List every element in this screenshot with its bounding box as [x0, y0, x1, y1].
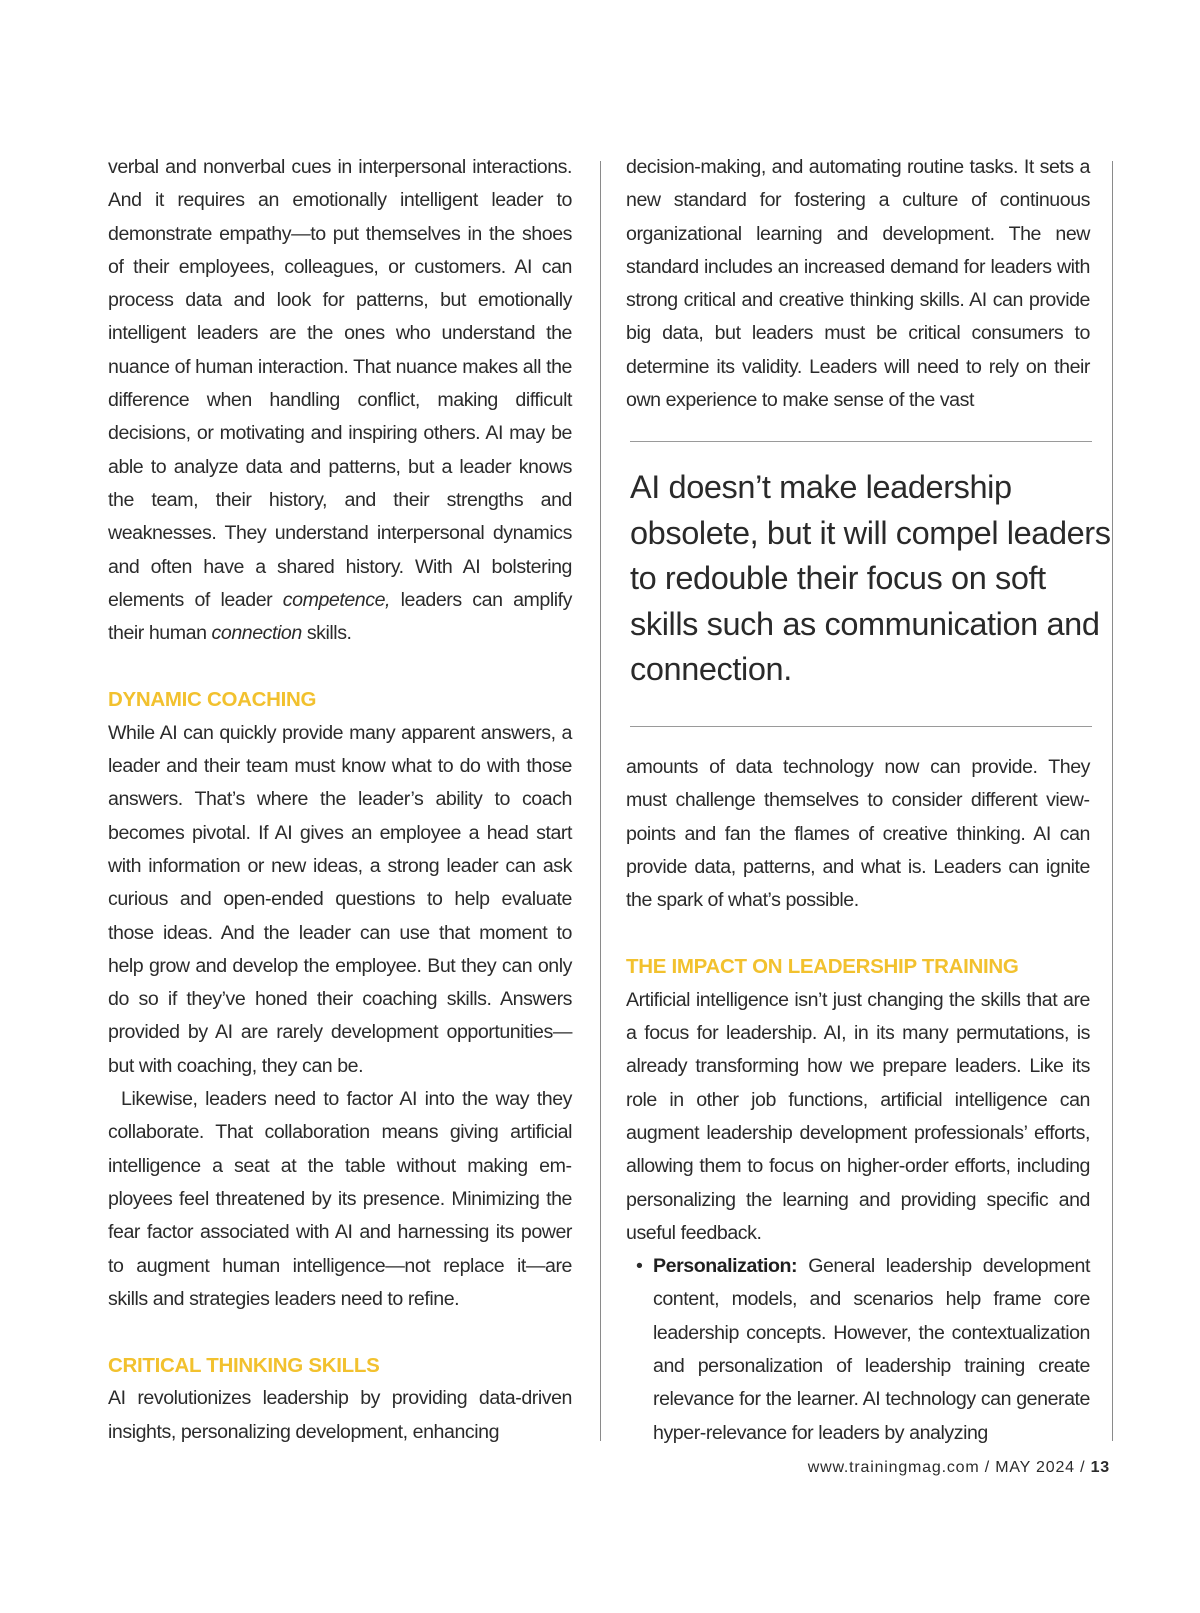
- body-paragraph: While AI can quickly provide many apparent answers, a leader and their team must know what to do with those answers. That’s where the leader’s ability to coach becomes pivotal. If AI gives an employee a head start with information or new ideas, a strong leader can ask curious and open-ended questions to help evaluate those ideas. And the leader can use that moment to help grow and develop the employee. But they can only do so if they’ve honed their coaching skills. Answers provided by AI are rarely development opportunities—but with coaching, they can be.: [108, 721, 572, 1077]
- pullquote-rule-top: [630, 441, 1092, 442]
- emphasis-text: competence,: [282, 588, 391, 611]
- right-column-bottom: [626, 751, 1090, 1450]
- left-column: [108, 151, 572, 1449]
- section-heading-dynamic-coaching: DYNAMIC COACHING: [108, 688, 317, 712]
- bullet-text: General leadership development content, models, and scenarios help frame core leadership concepts. However, the contextualization and personalization of leadership training create relevance for the learner. AI technology can generate hyper-relevance for leaders by analyzing: [653, 1255, 1090, 1444]
- body-paragraph: AI revolutionizes leadership by providing data-driven insights, personalizing development, enhancing: [108, 1387, 572, 1443]
- text-span: verbal and nonverbal cues in interpersonal interactions. And it requires an emotionally intelligent leader to demonstrate empathy—to put themselves in the shoes of their employees, colleagues, or customers. AI can process data and look for patterns, but emotionally intelligent leaders are the ones who understand the nuance of human interaction. That nuance makes all the difference when handling conflict, making difficult decisions, or motivating and inspiring others. AI may be able to analyze data and patterns, but a leader knows the team, their history, and their strengths and weaknesses. They understand interpersonal dynamics and often have a shared history. With AI bolstering elements of leader: [108, 156, 572, 611]
- body-paragraph: Likewise, leaders need to factor AI into the way they collaborate. That collaboration means giving artificial intelligence a seat at the table without making employees feel threatened by its presence. Minimizing the fear factor associated with AI and harnessing its power to augment human intelligence—not replace it—are skills and strategies leaders need to refine.: [108, 1088, 572, 1310]
- bullet-term: Personalization:: [653, 1255, 798, 1278]
- footer-separator: /: [984, 1459, 990, 1476]
- body-paragraph: amounts of data technology now can provide. They must challenge themselves to consider different viewpoints and fan the flames of creative thinking. AI can provide data, patterns, and what is. Leaders can ignite the spark of what’s possible.: [626, 756, 1090, 912]
- section-heading-critical-thinking: CRITICAL THINKING SKILLS: [108, 1354, 380, 1378]
- page-number: 13: [1090, 1459, 1110, 1476]
- right-column-top: [626, 151, 1090, 417]
- section-heading-leadership-training: THE IMPACT ON LEADERSHIP TRAINING: [626, 955, 1019, 979]
- emphasis-text: connection: [211, 622, 302, 645]
- text-span: skills.: [306, 622, 352, 645]
- pull-quote: AI doesn’t make leadership obsolete, but it will compel leaders to redouble their focus on soft skills such as communication and connection.: [630, 469, 1111, 688]
- list-item: [626, 1250, 1090, 1450]
- body-paragraph: decision-making, and automating routine tasks. It sets a new standard for fostering a culture of continuous organizational learning and development. The new standard includes an increased demand for leaders with strong critical and creative thinking skills. AI can provide big data, but leaders must be critical consumers to determine its validity. Leaders will need to rely on their own experience to make sense of the vast: [626, 156, 1090, 412]
- footer-separator: /: [1080, 1459, 1086, 1476]
- bullet-list: [626, 1250, 1090, 1450]
- footer-issue: MAY 2024: [995, 1459, 1075, 1476]
- column-divider-middle: [600, 161, 601, 1441]
- footer-site-link[interactable]: www.trainingmag.com: [807, 1459, 980, 1476]
- body-paragraph: [108, 151, 572, 650]
- column-divider-right: [1112, 161, 1113, 1441]
- body-paragraph: Artificial intelligence isn’t just changing the skills that are a focus for leadership. AI, in its many permutations, is already transforming how we prepare leaders. Like its role in other job functions, artificial intelligence can augment leadership development professionals’ efforts, allowing them to focus on higher-order efforts, including personalizing the learning and providing specific and useful feedback.: [626, 988, 1090, 1244]
- page-footer: [808, 1459, 1110, 1477]
- text-span: leaders can amplify their human: [108, 588, 572, 645]
- bullet-marker: •: [636, 1255, 643, 1278]
- pullquote-rule-bottom: [630, 726, 1092, 727]
